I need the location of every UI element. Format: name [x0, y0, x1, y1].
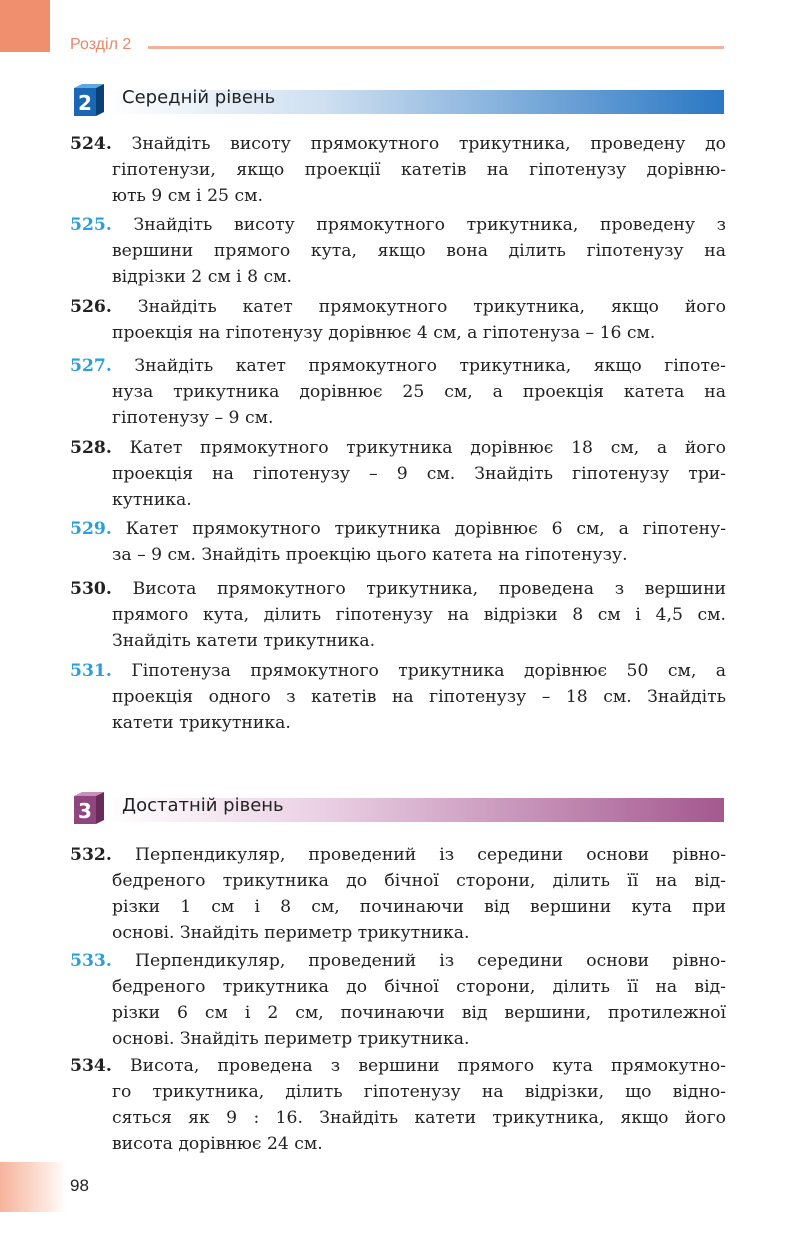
problem-number: 528.	[70, 438, 112, 458]
problem-525: 525. Знайдіть висоту прямокутного трикутника, проведену з вершини прямого кута, якщо вона ділить гіпотенузу на відрізки 2 см і 8 см.	[70, 215, 726, 287]
problem-number: 529.	[70, 519, 112, 539]
problem-532: 532. Перпендикуляр, проведений із середини основи рівно- бедреного трикутника до бічної сторони, ділить її на від- різки 1 см і 8 см, починаючи від вершини кута при основі. Знайдіть периметр трикутника.	[70, 845, 726, 943]
problem-527: 527. Знайдіть катет прямокутного трикутника, якщо гіпоте- нуза трикутника дорівнює 25 см, а проекція катета на гіпотенузу – 9 см.	[70, 356, 726, 428]
section-divider	[148, 46, 724, 49]
problem-number: 531.	[70, 661, 112, 681]
level-badge-number: 3	[78, 799, 92, 823]
problem-530: 530. Висота прямокутного трикутника, проведена з вершини прямого кута, ділить гіпотенузу на відрізки 8 см і 4,5 см. Знайдіть катети трикутника.	[70, 579, 726, 651]
problem-number: 530.	[70, 579, 112, 599]
problem-534: 534. Висота, проведена з вершини прямого кута прямокутно- го трикутника, ділить гіпотенузу на відрізки, що відно- сяться як 9 : 16. Знайдіть катети трикутника, якщо його висота дорівнює 24 см.	[70, 1056, 726, 1154]
problem-531: 531. Гіпотенуза прямокутного трикутника дорівнює 50 см, а проекція одного з катетів на гіпотенузу – 18 см. Знайдіть катети трикутника.	[70, 661, 727, 733]
level-title: Середній рівень	[122, 87, 276, 108]
problem-529: 529. Катет прямокутного трикутника дорівнює 6 см, а гіпотену- за – 9 см. Знайдіть проекцію цього катета на гіпотенузу.	[70, 519, 726, 565]
problem-526: 526. Знайдіть катет прямокутного трикутника, якщо його проекція на гіпотенузу дорівнює 4 см, а гіпотенуза – 16 см.	[70, 297, 727, 343]
level-title: Достатній рівень	[122, 795, 284, 816]
section-label: Розділ 2	[70, 36, 132, 53]
problem-number: 526.	[70, 297, 112, 317]
problem-533: 533. Перпендикуляр, проведений із середини основи рівно- бедреного трикутника до бічної сторони, ділить її на від- різки 6 см і 2 см, починаючи від вершини, протилежної основі. Знайдіть периметр трикутника.	[70, 951, 726, 1049]
problem-528: 528. Катет прямокутного трикутника дорівнює 18 см, а його проекція на гіпотенузу – 9 см. Знайдіть гіпотенузу три- кутника.	[70, 438, 726, 510]
problem-number: 524.	[70, 134, 112, 154]
problem-number: 525.	[70, 215, 112, 235]
problem-number: 527.	[70, 356, 112, 376]
corner-decoration-bottom	[0, 1162, 66, 1212]
page-number: 98	[70, 1176, 89, 1195]
problem-number: 532.	[70, 845, 112, 865]
problem-number: 534.	[70, 1056, 112, 1076]
cube-badge-icon	[70, 82, 106, 118]
cube-badge-icon	[70, 790, 106, 826]
corner-decoration-top	[0, 0, 50, 52]
level-badge-number: 2	[78, 91, 92, 115]
problem-number: 533.	[70, 951, 112, 971]
problem-524: 524. Знайдіть висоту прямокутного трикутника, проведену до гіпотенузи, якщо проекції катетів на гіпотенузу дорівню- ють 9 см і 25 см.	[70, 134, 726, 206]
